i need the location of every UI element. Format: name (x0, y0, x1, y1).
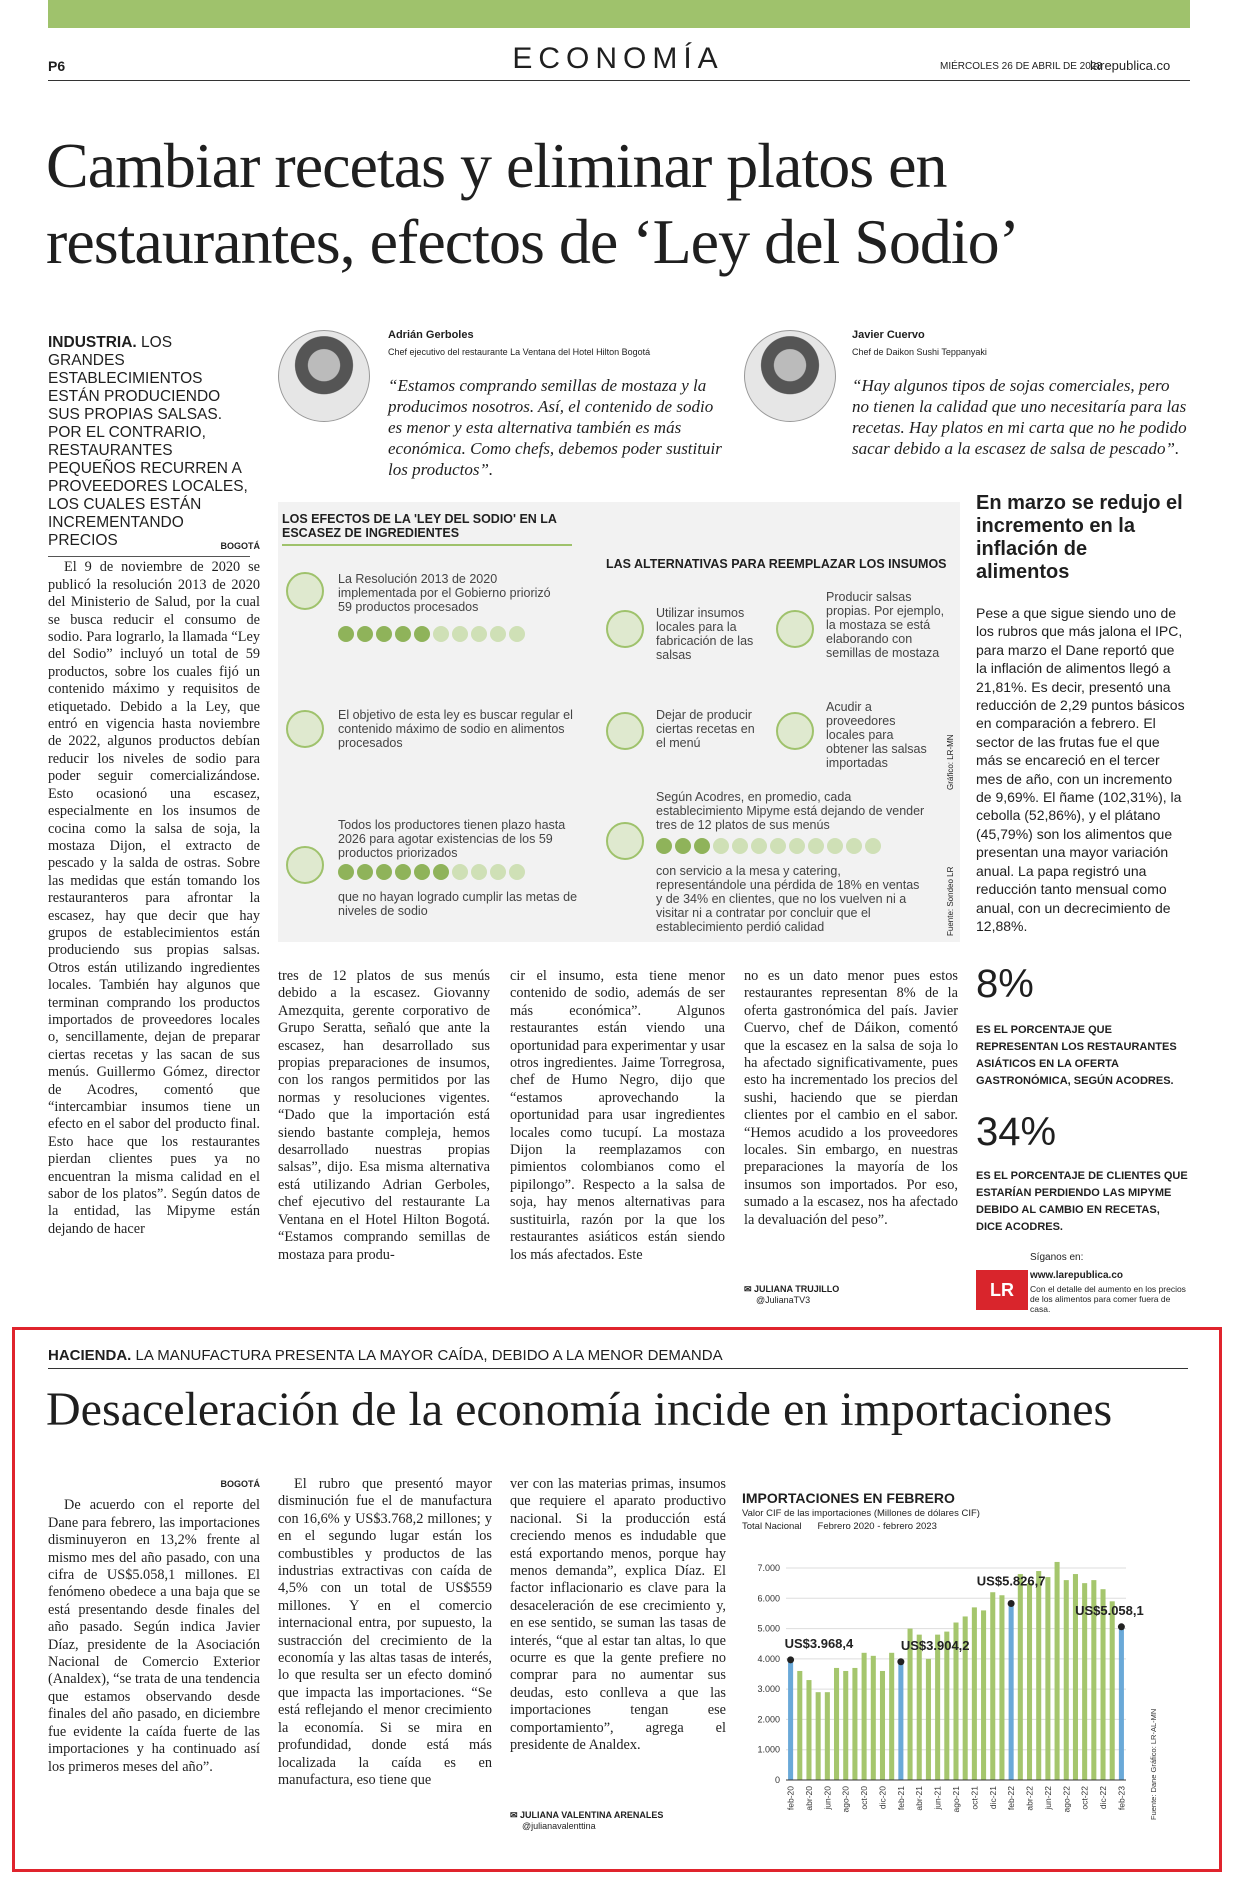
product-dots (338, 626, 525, 642)
dot (471, 864, 487, 880)
dot (395, 864, 411, 880)
delivery-box-icon (776, 712, 814, 750)
data-label: US$5.058,1 (1075, 1602, 1144, 1618)
bar (999, 1595, 1004, 1780)
bar (797, 1671, 802, 1780)
lead-text: LOS GRANDES ESTABLECIMIENTOS ESTÁN PRODUCIENDO SUS PROPIAS SALSAS. POR EL CONTRARIO, RESTAURANTES PEQUEÑOS RECURREN A PROVEEDORES LOCALES, LOS CUALES ESTÁN INCREMENTANDO PRECIOS (48, 334, 248, 549)
x-tick-label: abr-20 (803, 1786, 814, 1811)
dot (846, 838, 862, 854)
chart-svg (742, 1538, 1188, 1850)
article-column-2 (278, 968, 490, 1316)
author-name: JULIANA VALENTINA ARENALES (520, 1810, 664, 1820)
kicker-label: HACIENDA. (48, 1347, 132, 1364)
quote-name: Javier Cuervo (852, 329, 925, 341)
stat-34-percent: 34% (976, 1110, 1057, 1154)
y-tick-label: 7.000 (757, 1563, 780, 1573)
article-headline: Cambiar recetas y eliminar platos en restaurantes, efectos de ‘Ley del Sodio’ (46, 130, 1019, 277)
dot (827, 838, 843, 854)
product-dots (338, 864, 525, 880)
highlight-point (1118, 1623, 1125, 1630)
y-tick-label: 5.000 (757, 1623, 780, 1634)
issue-date: MIÉRCOLES 26 DE ABRIL DE 2023 (940, 61, 1102, 72)
column-text: El 9 de noviembre de 2020 se publicó la resolución 2013 de 2020 del Ministerio de Salud, por la cual se busca reducir el consumo de sodio. Para lograrlo, la llamada “Ley del Sodio” incluyó un total de 59 productos, sobre los cuales fijó un contenido máximo y requisitos de etiquetado. Debido a la Ley, que entró en vigencia hasta noviembre de 2022, algunos productos debían reducir los niveles de sodio para poder seguir comercializándose. Esto ocasionó una escasez, especialmente en los insumos de cocina como la salsa de soja, la mostaza Dijon, el extracto de pescado y la salda de ostras. Sobre las medidas que están tomando los restauranteros para afrontar la escasez, hay que decir que hay grupos de establecimientos están produciendo sus propias salsas. Otros están utilizando ingredientes locales. También hay algunos que terminan comprando los productos importados de proveedores locales o, sencillamente, dejan de preparar ciertas recetas y las sacan de sus menús. Guillermo Gómez, director de Acodres, comentó que “intercambiar insumos tiene un efecto en el sabor del producto final. Esto hace que los restaurantes pierdan clientes pues ya no encuentran la misma calidad en el sabor de los platos”. Según datos de la entidad, las Mipyme están dejando de hacer (48, 559, 260, 1237)
column-text: tres de 12 platos de sus menús debido a la escasez. Giovanny Amezquita, gerente corporativo de Grupo Seratta, señaló que ante la escasez, han desarrollado sus propias preparaciones de insumos, con los rangos permitidos por las normas y resoluciones vigentes. “Dado que la importación está siendo bastante compleja, hemos desarrollado nuestras propias salsas”, dijo. Esa misma alternativa está utilizando Adrian Gerboles, chef ejecutivo del restaurante La Ventana en el Hotel Hilton Bogotá. “Estamos comprando semillas de mostaza para produ- (278, 968, 490, 1263)
bottles-icon (776, 610, 814, 648)
bar (1119, 1627, 1124, 1780)
header-rule (48, 80, 1190, 81)
chart-source: Fuente: Dane Gráfico: LR-AL-MN (1149, 1708, 1158, 1820)
bar (898, 1662, 903, 1780)
chart-title: IMPORTACIONES EN FEBRERO (742, 1490, 955, 1506)
x-tick-label: jun-20 (822, 1786, 833, 1810)
byline: ✉ JULIANA TRUJILLO @JulianaTV3 (744, 1284, 840, 1305)
highlight-point (1008, 1600, 1015, 1607)
article2-headline: Desaceleración de la economía incide en importaciones (46, 1383, 1113, 1436)
site-name: larepublica.co (1090, 58, 1171, 73)
y-tick-label: 0 (774, 1775, 780, 1785)
series-name: Total Nacional (742, 1521, 802, 1532)
author-handle: @JulianaTV3 (756, 1295, 811, 1305)
sidebar-text: Pese a que sigue siendo uno de los rubros que más jalona el IPC, para marzo el Dane reportó que la inflación de alimentos llegó a 21,81%. Es decir, presentó una reducción de 2,29 puntos básicos en comparación a febrero. El sector de las frutas fue el que más se encareció en el tercer mes de año, con un incremento de 9,69%. El ñame (102,31%), la cebolla (52,86%), y el plátano (45,79%) son los alimentos que presentan una mayor variación anual. La papa registró una reducción tanto mensual como anual, con un decrecimiento de 12,88%. (976, 605, 1185, 934)
section-title: ECONOMÍA (512, 42, 724, 75)
bar (825, 1692, 830, 1780)
author-name: JULIANA TRUJILLO (754, 1284, 840, 1294)
dot (751, 838, 767, 854)
alt-2-text: Producir salsas propias. Por ejemplo, la mostaza se está elaborando con semillas de mostaza (826, 590, 945, 660)
article2-column-1 (48, 1476, 260, 1842)
highlight-point (897, 1658, 904, 1665)
x-tick-label: ago-21 (951, 1786, 961, 1813)
bar (852, 1668, 857, 1780)
x-tick-label: ago-20 (840, 1786, 851, 1813)
column-text: cir el insumo, esta tiene menor contenido de sodio, además de ser más económica”. Algunos restaurantes están viendo una oportunidad para experimentar y usar otros ingredientes. Jaime Torregrosa, chef de Humo Negro, dijo que “estamos aprovechando la oportunidad para usar ingredientes locales como tucupí. La mostaza Dijon la reemplazamos con pimientos colombianos como el pipilongo”. Respecto a la salsa de soja, hay menos alternativas para sustituirla, razón por la que los restaurantes asiáticos están siendo los más afectados. Este (510, 968, 725, 1263)
article2-kicker (48, 1347, 1188, 1369)
location-pin-icon (606, 610, 644, 648)
follow-label: Síganos en: (1030, 1252, 1084, 1263)
data-label: US$3.904,2 (900, 1637, 970, 1653)
dot (338, 626, 354, 642)
document-icon (286, 572, 324, 610)
bar (843, 1671, 848, 1780)
author-handle: @julianavalenttina (522, 1821, 596, 1831)
dot (865, 838, 881, 854)
dot (357, 626, 373, 642)
dot (732, 838, 748, 854)
dot (789, 838, 805, 854)
x-tick-label: dic-22 (1098, 1786, 1109, 1810)
follow-site-link[interactable]: www.larepublica.co (1030, 1270, 1123, 1281)
stat-34-caption: ES EL PORCENTAJE DE CLIENTES QUE ESTARÍAN PERDIENDO LAS MIPYME DEBIDO AL CAMBIO EN RECETAS, DICE ACODRES. (976, 1170, 1188, 1233)
article-column-1 (48, 538, 260, 1316)
dot (656, 838, 672, 854)
quote-cuervo (852, 329, 1188, 459)
quote-name: Adrián Gerboles (388, 329, 474, 341)
dot (376, 864, 392, 880)
dot (808, 838, 824, 854)
y-tick-label: 3.000 (757, 1684, 780, 1695)
lr-logo: LR (976, 1270, 1028, 1310)
bar (926, 1659, 931, 1780)
bar (1101, 1589, 1106, 1780)
dot (471, 626, 487, 642)
bar (972, 1607, 977, 1780)
column-text: De acuerdo con el reporte del Dane para febrero, las importaciones disminuyeron en 13,2% frente al mismo mes del año pasado, con una cifra de US$5.058,1 millones. El fenómeno obedece a una baja que se está presentando desde finales del año pasado. Según indica Javier Díaz, presidente de la Asociación Nacional de Comercio Exterior (Analdex), “se trata de una tendencia que estamos observando desde finales del año pasado, en diciembre fue evidente la caída fuerte de las importaciones y ha continuado así los primeros meses del año”. (48, 1497, 260, 1775)
infographic-credit: Gráfico: LR-MN (946, 734, 955, 790)
bar (889, 1653, 894, 1780)
bar (871, 1656, 876, 1780)
dot (433, 864, 449, 880)
top-color-bar (48, 0, 1190, 28)
bar (935, 1635, 940, 1780)
dot (452, 864, 468, 880)
dot (694, 838, 710, 854)
byline: ✉ JULIANA VALENTINA ARENALES @julianavalenttina (510, 1810, 664, 1831)
x-tick-label: ago-22 (1061, 1786, 1072, 1813)
page-number: P6 (48, 58, 66, 74)
effect-1-text: La Resolución 2013 de 2020 implementada por el Gobierno priorizó 59 productos procesados (338, 572, 551, 614)
chart-subtitle: Valor CIF de las importaciones (Millones de dólares CIF) (742, 1508, 980, 1519)
dot (770, 838, 786, 854)
x-tick-label: abr-22 (1024, 1786, 1035, 1811)
bar (816, 1692, 821, 1780)
alt-5-text: Según Acodres, en promedio, cada establecimiento Mipyme está dejando de vender tres de 12 platos de sus menús (656, 790, 925, 832)
bar (1018, 1574, 1023, 1780)
x-tick-label: jun-21 (932, 1786, 943, 1810)
x-tick-label: oct-22 (1079, 1786, 1090, 1810)
bar (862, 1653, 867, 1780)
quote-role: Chef de Daikon Sushi Teppanyaki (852, 347, 987, 357)
x-tick-label: jun-22 (1042, 1786, 1053, 1810)
quote-gerboles (388, 329, 728, 480)
dish-dots (656, 838, 881, 854)
x-tick-label: abr-21 (914, 1786, 925, 1811)
x-tick-label: feb-22 (1006, 1786, 1017, 1811)
follow-text: Con el detalle del aumento en los precios de los alimentos para comer fuera de casa. (1030, 1284, 1186, 1314)
dot (357, 864, 373, 880)
infographic-title-1: LOS EFECTOS DE LA 'LEY DEL SODIO' EN LA ESCASEZ DE INGREDIENTES (282, 512, 572, 546)
effect-3-extra-text: que no hayan logrado cumplir las metas de niveles de sodio (338, 890, 578, 918)
bar (834, 1668, 839, 1780)
bar (788, 1660, 793, 1780)
dot (433, 626, 449, 642)
dot (713, 838, 729, 854)
column-text: El rubro que presentó mayor disminución fue el de manufactura con 16,6% y US$3.768,2 millones; y en el segundo lugar están los combustibles y productos de las industrias extractivas con caída de 4,5% con un total de US$559 millones. Y en el comercio internacional entra, por supuesto, la sustracción del crecimiento de la economía y las altas tasas de interés, lo que resulta ser un efecto dominó que impacta las importaciones. “Se está reflejando el menor crecimiento la economía. Si se mira en profundidad, donde está más localizada la caída es en manufactura, eso tiene que (278, 1476, 492, 1788)
menu-icon (606, 712, 644, 750)
dot (414, 864, 430, 880)
food-icon (286, 710, 324, 748)
y-tick-label: 6.000 (757, 1593, 780, 1604)
alt-4-text: Acudir a proveedores locales para obtener las salsas importadas (826, 700, 927, 770)
x-tick-label: oct-20 (859, 1786, 870, 1810)
data-label: US$5.826,7 (976, 1573, 1046, 1589)
x-tick-label: feb-23 (1116, 1786, 1127, 1811)
chef-icon (606, 822, 644, 860)
x-tick-label: feb-21 (895, 1786, 906, 1811)
dot (509, 864, 525, 880)
effect-2-text: El objetivo de esta ley es buscar regular el contenido máximo de sodio en alimentos procesados (338, 708, 573, 750)
dot (490, 626, 506, 642)
article2-column-2 (278, 1476, 492, 1842)
bar (990, 1592, 995, 1780)
bar (1055, 1562, 1060, 1780)
period-label: Febrero 2020 - febrero 2023 (817, 1521, 937, 1532)
bar (1064, 1580, 1069, 1780)
infographic-source: Fuente: Sondeo LR (946, 866, 955, 936)
alt-1-text: Utilizar insumos locales para la fabricación de las salsas (656, 606, 754, 662)
imports-chart (742, 1490, 1188, 1850)
dot (414, 626, 430, 642)
bar (944, 1632, 949, 1780)
bar (1027, 1583, 1032, 1780)
dateline: BOGOTÁ (220, 1479, 260, 1489)
dot (452, 626, 468, 642)
bar (806, 1680, 811, 1780)
dot (395, 626, 411, 642)
x-tick-label: dic-21 (987, 1786, 998, 1810)
article2-column-3 (510, 1476, 726, 1802)
highlight-point (787, 1656, 794, 1663)
quote-text: “Hay algunos tipos de sojas comerciales, pero no tienen la calidad que uno necesitaría para las recetas. Hay platos en mi carta que no he podido sacar debido a la escasez de salsa de pescado”. (852, 376, 1187, 458)
bar (1009, 1604, 1014, 1780)
bar (917, 1635, 922, 1780)
lead-kicker: INDUSTRIA. (48, 334, 137, 351)
quote-role: Chef ejecutivo del restaurante La Ventana del Hotel Hilton Bogotá (388, 347, 651, 357)
dot (675, 838, 691, 854)
article-lead (48, 334, 250, 557)
column-text: ver con las materias primas, insumos que requiere el aparato productivo nacional. Si la producción está creciendo menos es indudable que está exportando menos, porque hay menos demanda”, explica Díaz. El factor inflacionario es clave para la desaceleración de ese crecimiento y, en ese sentido, se suman las tasas de interés, “que al estar tan altas, lo que ocurre es que la gente prefiere no comprar para no aumentar sus deudas, esto conlleva a que las importaciones tengan ese comportamiento”, agrega el presidente de Analdex. (510, 1476, 726, 1754)
dot (509, 626, 525, 642)
bar (880, 1671, 885, 1780)
stat-8-percent: 8% (976, 962, 1034, 1006)
bar (1110, 1601, 1115, 1780)
sidebar-headline: En marzo se redujo el incremento en la inflación de alimentos (976, 492, 1183, 583)
stat-8-caption: ES EL PORCENTAJE QUE REPRESENTAN LOS RESTAURANTES ASIÁTICOS EN LA OFERTA GASTRONÓMICA, SEGÚN ACODRES. (976, 1024, 1177, 1087)
dot (338, 864, 354, 880)
data-label: US$3.968,4 (784, 1635, 854, 1651)
alt-5-extra-text: con servicio a la mesa y catering, representándole una pérdida de 18% en ventas y de 34% en clientes, que no los vuelven ni a visitar ni a contratar por concluir que el establecimiento perdió calidad (656, 864, 920, 934)
avatar-cuervo (744, 330, 836, 422)
article-column-4 (744, 968, 958, 1278)
article-column-3 (510, 968, 725, 1316)
kicker-text: LA MANUFACTURA PRESENTA LA MAYOR CAÍDA, DEBIDO A LA MENOR DEMANDA (135, 1347, 723, 1364)
bar (1036, 1571, 1041, 1780)
dot (376, 626, 392, 642)
x-tick-label: feb-20 (785, 1786, 796, 1811)
x-tick-label: oct-21 (969, 1786, 980, 1810)
dateline: BOGOTÁ (220, 541, 260, 551)
dot (490, 864, 506, 880)
column-text: no es un dato menor pues estos restaurantes representan 8% de la oferta gastronómica del país. Javier Cuervo, chef de Dáikon, comentó que la escasez en la salsa de soja lo ha afectado significativamente, pues esto ha incrementado los precios del sushi, haciendo que se pierdan clientes por el cambio en el sabor. “Hemos acudido a los proveedores locales. Sin embargo, en nuestras preparaciones la mayoría de los insumos son importados. Por eso, sumado a la escasez, nos ha afectado la devaluación del peso”. (744, 968, 958, 1228)
y-tick-label: 4.000 (757, 1653, 780, 1664)
bar (1045, 1577, 1050, 1780)
quote-text: “Estamos comprando semillas de mostaza y la producimos nosotros. Así, el contenido de sodio es menor y esta alternativa también es más económica. Como chefs, debemos poder sustituir los productos”. (388, 376, 722, 479)
effect-3-text: Todos los productores tienen plazo hasta 2026 para agotar existencias de los 59 productos priorizados (338, 818, 566, 860)
calendar-icon (286, 846, 324, 884)
y-tick-label: 2.000 (757, 1714, 780, 1725)
x-tick-label: dic-20 (877, 1786, 888, 1810)
bar (981, 1610, 986, 1780)
infographic-title-2: LAS ALTERNATIVAS PARA REEMPLAZAR LOS INSUMOS (606, 557, 947, 571)
avatar-gerboles (278, 330, 370, 422)
chart-series-label (742, 1521, 1188, 1532)
y-tick-label: 1.000 (757, 1744, 780, 1755)
alt-3-text: Dejar de producir ciertas recetas en el menú (656, 708, 755, 750)
